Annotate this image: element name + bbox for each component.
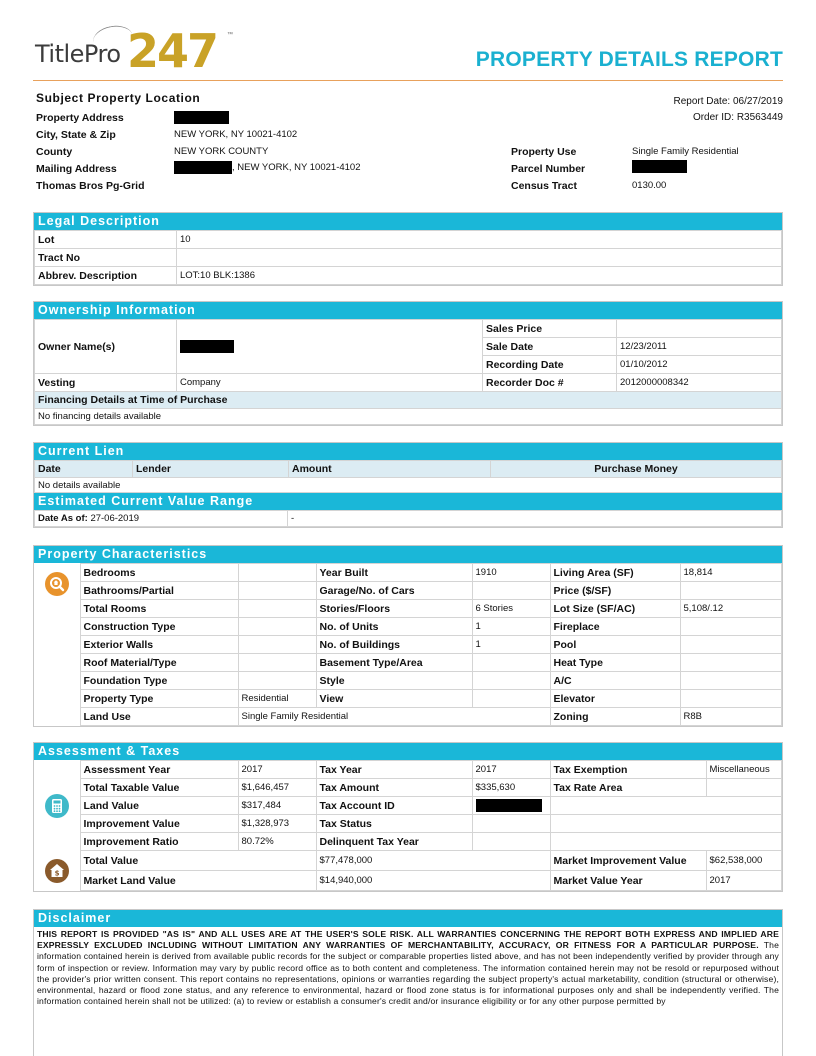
recording-date-label: Recording Date xyxy=(483,356,617,374)
characteristic-label: Price ($/SF) xyxy=(550,582,680,600)
lot-label: Lot xyxy=(35,231,177,249)
current-lien-section xyxy=(33,442,783,528)
ownership-section xyxy=(33,301,783,426)
owner-names-value xyxy=(177,320,483,374)
sales-price-value xyxy=(617,320,782,338)
abbrev-description-label: Abbrev. Description xyxy=(35,267,177,285)
characteristic-value xyxy=(680,672,782,690)
characteristic-label: No. of Buildings xyxy=(316,636,472,654)
current-lien-header: Current Lien xyxy=(34,443,782,460)
characteristic-label: Roof Material/Type xyxy=(80,654,238,672)
search-house-icon xyxy=(45,572,69,596)
characteristic-label: Bathrooms/Partial xyxy=(80,582,238,600)
legal-description-section xyxy=(33,212,783,286)
lien-purchase-money-column: Purchase Money xyxy=(491,461,782,478)
characteristic-value: 18,814 xyxy=(680,564,782,582)
market-improvement-value: $62,538,000 xyxy=(706,851,782,871)
tax-amount-label: Tax Amount xyxy=(316,779,472,797)
land-use-label: Land Use xyxy=(80,708,238,726)
characteristic-label: A/C xyxy=(550,672,680,690)
subject-section-title: Subject Property Location xyxy=(36,91,201,105)
property-use-label: Property Use xyxy=(511,146,577,158)
tax-year-value: 2017 xyxy=(472,761,550,779)
zoning-value: R8B xyxy=(680,708,782,726)
financing-details-label: Financing Details at Time of Purchase xyxy=(35,392,782,409)
characteristic-value xyxy=(472,582,550,600)
property-characteristics-header: Property Characteristics xyxy=(34,546,782,563)
redaction-bar xyxy=(632,160,687,173)
characteristic-label: View xyxy=(316,690,472,708)
characteristic-value xyxy=(680,582,782,600)
market-land-value-label: Market Land Value xyxy=(80,871,316,891)
characteristic-label: Foundation Type xyxy=(80,672,238,690)
market-improvement-label: Market Improvement Value xyxy=(550,851,706,871)
assessment-year-value: 2017 xyxy=(238,761,316,779)
city-state-zip-label: City, State & Zip xyxy=(36,129,116,141)
characteristic-value: 1 xyxy=(472,636,550,654)
characteristic-value: Residential xyxy=(238,690,316,708)
county-value: NEW YORK COUNTY xyxy=(174,146,269,157)
parcel-number-value xyxy=(632,160,687,173)
property-address-value xyxy=(174,111,229,124)
characteristic-label: Lot Size (SF/AC) xyxy=(550,600,680,618)
characteristic-value: 1 xyxy=(472,618,550,636)
owner-names-label: Owner Name(s) xyxy=(35,320,177,374)
recorder-doc-label: Recorder Doc # xyxy=(483,374,617,392)
property-use-value: Single Family Residential xyxy=(632,146,739,157)
characteristic-value xyxy=(238,672,316,690)
zoning-label: Zoning xyxy=(550,708,680,726)
characteristics-row xyxy=(34,618,782,636)
lien-amount-column: Amount xyxy=(289,461,491,478)
disclaimer-header: Disclaimer xyxy=(34,910,782,927)
tax-rate-area-label: Tax Rate Area xyxy=(550,779,706,797)
tax-status-label: Tax Status xyxy=(316,815,472,833)
legal-description-header: Legal Description xyxy=(34,213,782,230)
characteristics-row xyxy=(34,582,782,600)
characteristic-label: Elevator xyxy=(550,690,680,708)
total-value-label: Total Value xyxy=(80,851,316,871)
characteristic-label: Basement Type/Area xyxy=(316,654,472,672)
svg-text:$: $ xyxy=(54,869,60,877)
total-value-value: $77,478,000 xyxy=(316,851,550,871)
market-land-value-value: $14,940,000 xyxy=(316,871,550,891)
assessment-taxes-section xyxy=(33,742,783,892)
characteristic-value xyxy=(680,690,782,708)
characteristics-row xyxy=(34,690,782,708)
property-address-label: Property Address xyxy=(36,112,124,124)
logo-number: 247 xyxy=(127,24,218,78)
land-value-label: Land Value xyxy=(80,797,238,815)
delinquent-tax-year-label: Delinquent Tax Year xyxy=(316,833,472,851)
county-label: County xyxy=(36,146,73,158)
tax-account-id-value xyxy=(472,797,550,815)
characteristic-label: Style xyxy=(316,672,472,690)
characteristics-row xyxy=(34,600,782,618)
tax-rate-area-value xyxy=(706,779,782,797)
characteristic-value xyxy=(680,636,782,654)
improvement-value-value: $1,328,973 xyxy=(238,815,316,833)
tax-amount-value: $335,630 xyxy=(472,779,550,797)
redaction-bar xyxy=(476,799,542,812)
lien-lender-column: Lender xyxy=(133,461,289,478)
value-range-date: Date As of: 27-06-2019 xyxy=(35,511,288,527)
ownership-header: Ownership Information xyxy=(34,302,782,319)
city-state-zip-value: NEW YORK, NY 10021-4102 xyxy=(174,129,298,140)
tax-account-id-label: Tax Account ID xyxy=(316,797,472,815)
redaction-bar xyxy=(180,340,234,353)
titlepro247-logo xyxy=(35,26,245,78)
characteristic-value xyxy=(238,564,316,582)
search-house-icon-cell xyxy=(34,564,80,708)
tract-no-label: Tract No xyxy=(35,249,177,267)
value-range-value: - xyxy=(288,511,782,527)
header-divider xyxy=(33,80,783,81)
tax-status-value xyxy=(472,815,550,833)
abbrev-description-value: LOT:10 BLK:1386 xyxy=(177,267,782,285)
characteristics-row xyxy=(34,636,782,654)
characteristic-value xyxy=(238,582,316,600)
characteristic-value: 6 Stories xyxy=(472,600,550,618)
total-taxable-label: Total Taxable Value xyxy=(80,779,238,797)
characteristics-row xyxy=(34,672,782,690)
redaction-bar xyxy=(174,161,232,174)
market-icon-cell xyxy=(34,851,80,891)
improvement-ratio-value: 80.72% xyxy=(238,833,316,851)
tax-exemption-label: Tax Exemption xyxy=(550,761,706,779)
characteristic-label: Fireplace xyxy=(550,618,680,636)
characteristic-label: Property Type xyxy=(80,690,238,708)
financing-details-value: No financing details available xyxy=(35,409,782,425)
property-characteristics-section xyxy=(33,545,783,727)
characteristic-label: Living Area (SF) xyxy=(550,564,680,582)
calculator-icon-cell xyxy=(34,761,80,851)
characteristic-value xyxy=(238,654,316,672)
value-range-header: Estimated Current Value Range xyxy=(34,493,782,510)
land-value-value: $317,484 xyxy=(238,797,316,815)
report-date: Report Date: 06/27/2019 xyxy=(673,96,783,107)
sale-date-label: Sale Date xyxy=(483,338,617,356)
assessment-taxes-header: Assessment & Taxes xyxy=(34,743,782,760)
sales-price-label: Sales Price xyxy=(483,320,617,338)
lien-date-column: Date xyxy=(35,461,133,478)
vesting-label: Vesting xyxy=(35,374,177,392)
characteristic-label: Heat Type xyxy=(550,654,680,672)
characteristic-label: Bedrooms xyxy=(80,564,238,582)
recorder-doc-value: 2012000008342 xyxy=(617,374,782,392)
characteristic-label: Construction Type xyxy=(80,618,238,636)
characteristic-label: Pool xyxy=(550,636,680,654)
census-tract-value: 0130.00 xyxy=(632,180,667,191)
report-title: PROPERTY DETAILS REPORT xyxy=(475,48,783,71)
calculator-icon xyxy=(45,794,69,818)
assessment-year-label: Assessment Year xyxy=(80,761,238,779)
characteristic-value: 1910 xyxy=(472,564,550,582)
mailing-address-label: Mailing Address xyxy=(36,163,117,175)
sale-date-value: 12/23/2011 xyxy=(617,338,782,356)
mailing-address-value: , NEW YORK, NY 10021-4102 xyxy=(174,161,361,174)
tax-exemption-value: Miscellaneous xyxy=(706,761,782,779)
characteristics-row xyxy=(34,654,782,672)
thomas-bros-label: Thomas Bros Pg-Grid xyxy=(36,180,145,192)
characteristic-value: 5,108/.12 xyxy=(680,600,782,618)
census-tract-label: Census Tract xyxy=(511,180,577,192)
recording-date-value: 01/10/2012 xyxy=(617,356,782,374)
tract-no-value xyxy=(177,249,782,267)
characteristic-value xyxy=(680,618,782,636)
characteristic-label: Stories/Floors xyxy=(316,600,472,618)
characteristic-label: Garage/No. of Cars xyxy=(316,582,472,600)
characteristic-value xyxy=(238,600,316,618)
vesting-value: Company xyxy=(177,374,483,392)
order-id: Order ID: R3563449 xyxy=(692,112,783,123)
characteristic-value xyxy=(238,636,316,654)
parcel-number-label: Parcel Number xyxy=(511,163,586,175)
characteristic-value xyxy=(472,690,550,708)
improvement-ratio-label: Improvement Ratio xyxy=(80,833,238,851)
market-value-year-label: Market Value Year xyxy=(550,871,706,891)
redaction-bar xyxy=(174,111,229,124)
characteristic-value xyxy=(238,618,316,636)
improvement-value-label: Improvement Value xyxy=(80,815,238,833)
characteristic-value xyxy=(472,654,550,672)
disclaimer-text: THIS REPORT IS PROVIDED "AS IS" AND ALL USES ARE AT THE USER'S SOLE RISK. ALL WARRANTIES CONCERNING THE REPORT BOTH EXPRESS AND IMPLIED ARE EXPRESSLY EXCLUDED INCLUDING WITHOUT LIMITATION ANY WARRANTIES OF MERCHANTABILITY, ACCURACY, OR FITNESS FOR A PARTICULAR PURPOSE. The information contained herein is derived from available public records for the subject or comparable properties listed above, and has not been independently verified by provider through any form of inspection or review. Information may vary by public record office as to both content and completeness. The information contained herein may not be resold or repurposed without the provider's prior written consent. This report contains no representations, opinions or warranties regarding the subject property's actual marketability, condition (structural or otherwise), environmental, hazard or flood zone status, and any reference to environmental, hazard or flood zone status is for informational purposes only and shall be independently verified. The information contained herein shall not be utilized: (a) to review or establish a consumer's credit and/or insurance eligibility or for any other purpose permitted by xyxy=(37,929,779,1007)
logo-trademark: ™ xyxy=(227,32,233,38)
characteristic-label: Total Rooms xyxy=(80,600,238,618)
total-taxable-value: $1,646,457 xyxy=(238,779,316,797)
characteristic-label: Exterior Walls xyxy=(80,636,238,654)
disclaimer-section xyxy=(33,909,783,1056)
characteristic-value xyxy=(472,672,550,690)
logo-text: TitlePro xyxy=(35,40,121,68)
characteristic-label: Year Built xyxy=(316,564,472,582)
characteristic-value xyxy=(680,654,782,672)
tax-year-label: Tax Year xyxy=(316,761,472,779)
lien-no-details: No details available xyxy=(35,478,782,493)
land-use-value: Single Family Residential xyxy=(238,708,550,726)
house-dollar-icon xyxy=(45,859,69,883)
delinquent-tax-year-value xyxy=(472,833,550,851)
lot-value: 10 xyxy=(177,231,782,249)
market-value-year-value: 2017 xyxy=(706,871,782,891)
characteristic-label: No. of Units xyxy=(316,618,472,636)
characteristics-row xyxy=(34,564,782,582)
